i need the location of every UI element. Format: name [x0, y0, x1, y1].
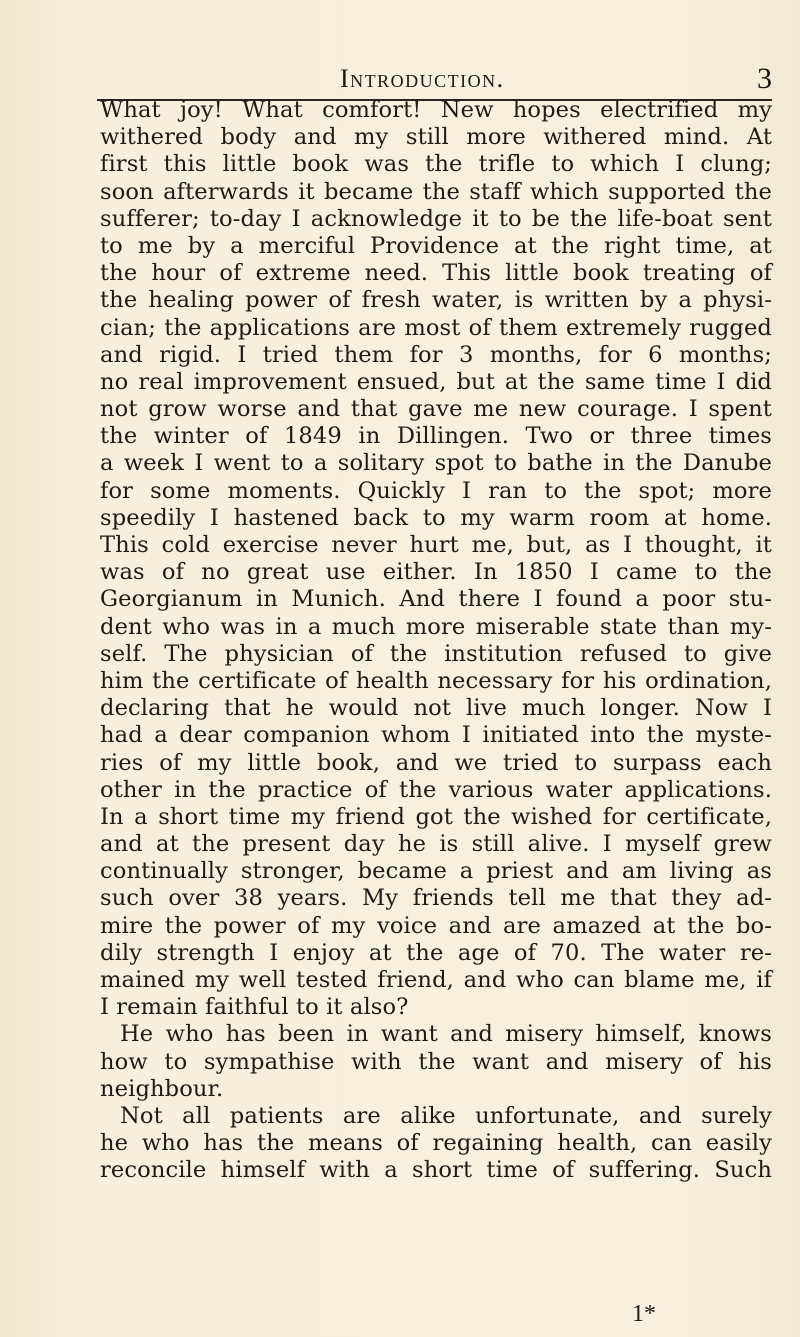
text-line: Not all patients are alike unfortunate, and surely [120, 1102, 772, 1129]
text-line: continually stronger, became a priest and am living as [100, 858, 772, 885]
text-line: declaring that he would not live much longer. Now I [100, 695, 772, 722]
text-line: and at the present day he is still alive. I myself grew [100, 831, 772, 858]
text-line: reconcile himself with a short time of suffering. Such [100, 1157, 772, 1184]
running-head [100, 62, 772, 96]
text-line: had a dear companion whom I initiated into the myste- [100, 722, 772, 749]
text-line: first this little book was the trifle to which I clung; [100, 151, 772, 178]
text-line: mained my well tested friend, and who can blame me, if [100, 967, 772, 993]
text-line: such over 38 years. My friends tell me that they ad- [100, 885, 772, 912]
text-line: sufferer; to-day I acknowledge it to be the life-boat sent [100, 205, 772, 232]
text-line: He who has been in want and misery himself, knows [120, 1021, 772, 1048]
text-line: the winter of 1849 in Dillingen. Two or three times [100, 423, 772, 450]
text-line: Georgianum in Munich. And there I found a poor stu- [100, 586, 772, 613]
text-line: mire the power of my voice and are amazed at the bo- [100, 912, 772, 939]
text-line: for some moments. Quickly I ran to the spot; more [100, 477, 772, 504]
text-line: dily strength I enjoy at the age of 70. The water re- [100, 939, 772, 966]
text-line: no real improvement ensued, but at the same time I did [100, 368, 772, 395]
text-line: how to sympathise with the want and misery of his [100, 1048, 772, 1075]
text-line: In a short time my friend got the wished for certificate, [100, 803, 772, 830]
text-line: withered body and my still more withered mind. At [100, 124, 772, 151]
text-line: cian; the applications are most of them extremely rugged [100, 314, 772, 341]
text-line: neighbour. [100, 1075, 224, 1102]
text-line: the hour of extreme need. This little book treating of [100, 260, 772, 287]
running-head-title: Introduction. [340, 64, 505, 93]
text-line: to me by a merciful Providence at the right time, at [100, 232, 772, 259]
text-line: speedily I hastened back to my warm room at home. [100, 504, 772, 531]
text-line: him the certificate of health necessary for his ordination, [100, 667, 772, 694]
text-line: self. The physician of the institution refused to give [100, 640, 772, 667]
text-line: ries of my little book, and we tried to surpass each [100, 749, 772, 776]
text-line: the healing power of fresh water, is written by a physi- [100, 287, 772, 314]
text-line: was of no great use either. In 1850 I came to the [100, 559, 772, 586]
text-line: soon afterwards it became the staff which supported the [100, 178, 772, 205]
signature-mark: 1* [632, 1301, 656, 1327]
text-line: he who has the means of regaining health, can easily [100, 1130, 772, 1157]
text-line: not grow worse and that gave me new courage. I spent [100, 396, 772, 423]
text-line: What joy! What comfort! New hopes electrified my [100, 97, 772, 123]
text-line: and rigid. I tried them for 3 months, for 6 months; [100, 341, 772, 368]
text-line: dent who was in a much more miserable state than my- [100, 613, 772, 640]
text-line: I remain faithful to it also? [100, 994, 409, 1021]
body-text [100, 97, 772, 1185]
text-line: a week I went to a solitary spot to bathe in the Danube [100, 450, 772, 477]
text-line: other in the practice of the various water applications. [100, 776, 772, 803]
text-line: This cold exercise never hurt me, but, as I thought, it [100, 532, 772, 558]
page-number: 3 [757, 62, 772, 95]
